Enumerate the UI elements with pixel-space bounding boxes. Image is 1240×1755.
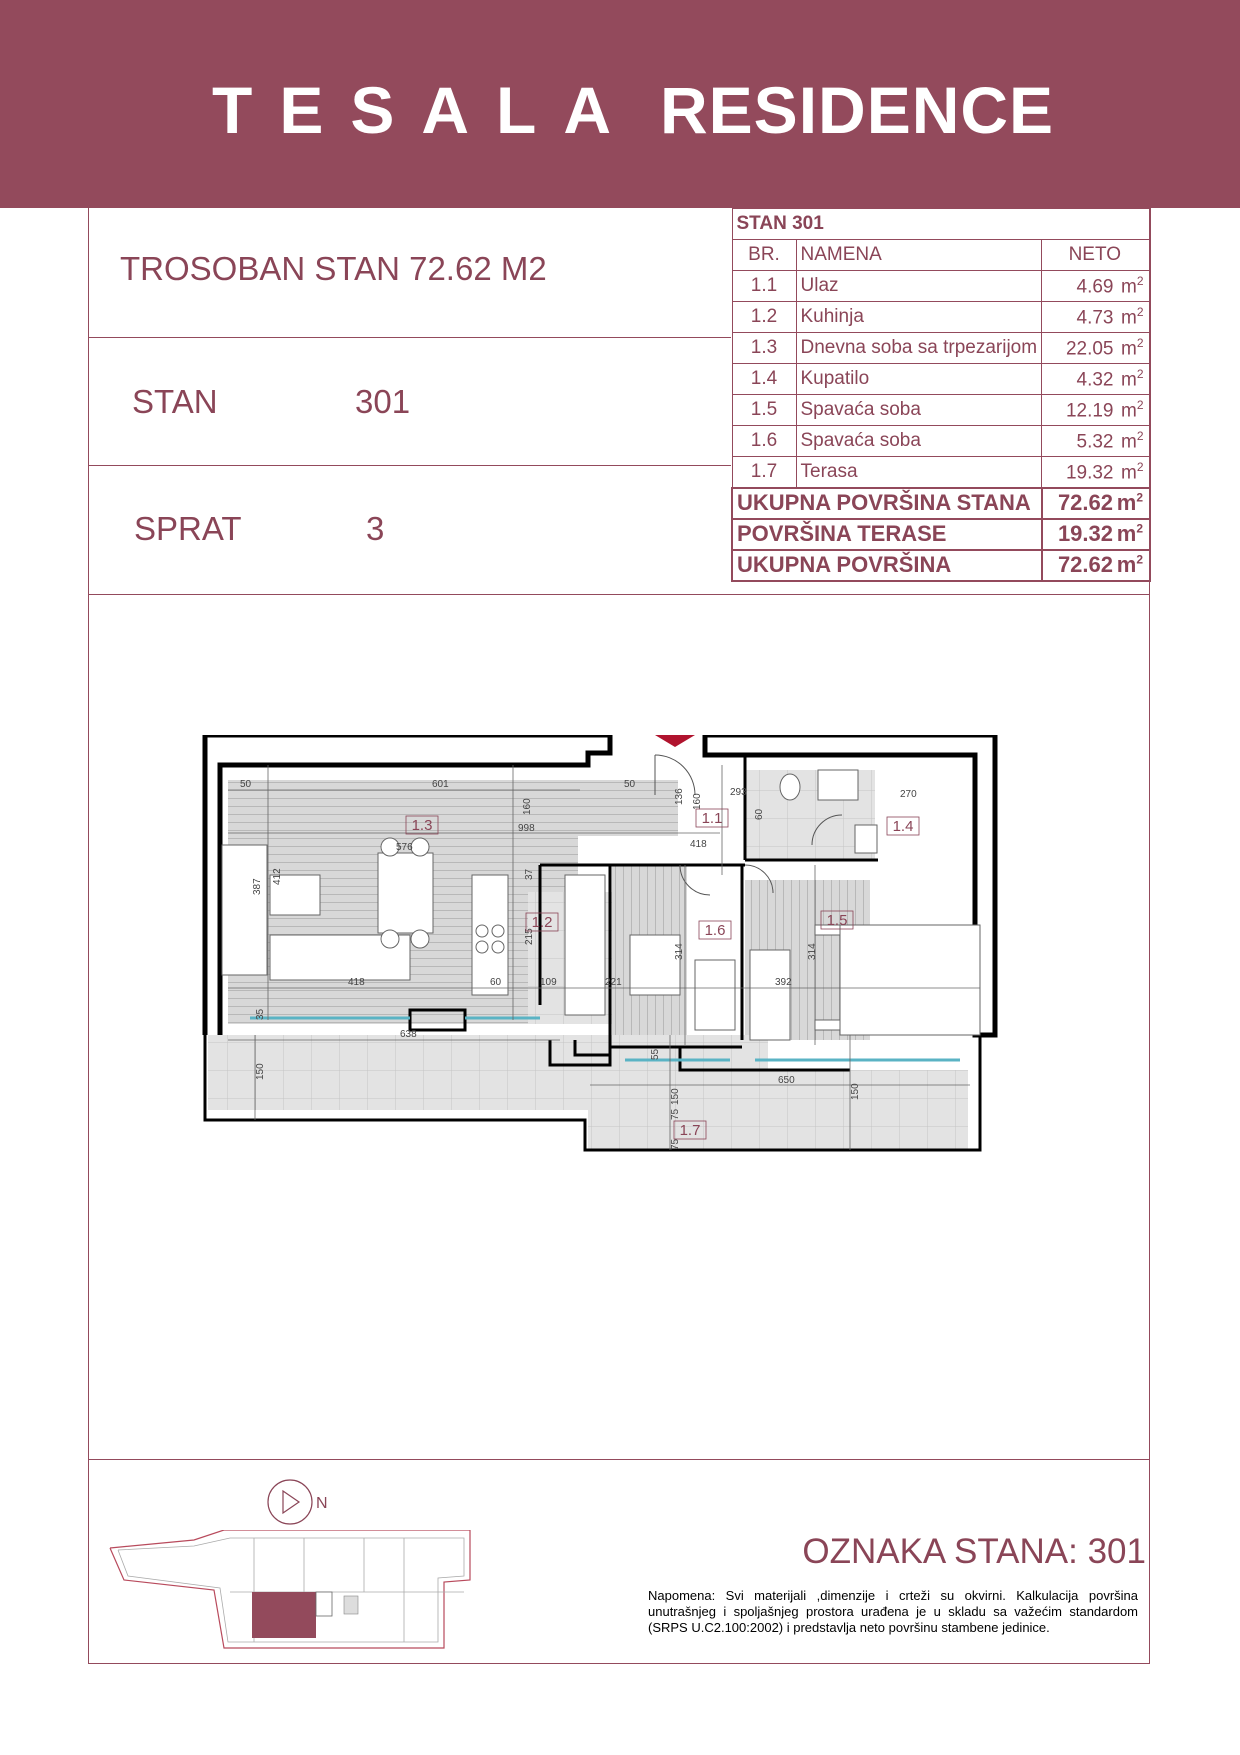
dimension-label: 75 bbox=[670, 1108, 681, 1120]
apartment-code: OZNAKA STANA: 301 bbox=[802, 1532, 1146, 1571]
room-number: 1.6 bbox=[732, 426, 796, 457]
unit-label: $m^2$ bbox=[1120, 273, 1144, 298]
apartment-title: TROSOBAN STAN 72.62 M2 bbox=[120, 250, 547, 287]
dimension-label: 412 bbox=[272, 868, 283, 885]
unit-label: $m^2$ bbox=[1120, 304, 1144, 329]
room-number: 1.4 bbox=[732, 364, 796, 395]
total-value: 72.62 $m^2$ bbox=[1042, 550, 1150, 581]
divider bbox=[88, 1459, 1150, 1460]
room-name: Terasa bbox=[796, 457, 1042, 488]
dimension-label: 293 bbox=[730, 787, 747, 798]
sprat-value: 3 bbox=[366, 510, 385, 547]
room-label: 1.4 bbox=[892, 818, 914, 835]
header-no: BR. bbox=[732, 240, 796, 271]
unit-label: $m^2$ bbox=[1116, 552, 1143, 577]
stan-value: 301 bbox=[355, 383, 411, 420]
divider bbox=[88, 337, 731, 338]
total-value: 72.62 $m^2$ bbox=[1042, 488, 1150, 519]
unit-label: $m^2$ bbox=[1120, 459, 1144, 483]
disclaimer-note: Napomena: Svi materijali ,dimenzije i crteži su okvirni. Kalkulacija površina unutrašnjeg i spoljašnjeg prostora urađena je u skladu sa važećim standardom (SRPS U.C2.100:2002) i predstavlja neto površinu stambene jedinice. bbox=[648, 1588, 1138, 1635]
room-number: 1.5 bbox=[732, 395, 796, 426]
area-table bbox=[731, 208, 1151, 582]
dimension-label: 60 bbox=[490, 977, 502, 988]
dimension-label: 418 bbox=[690, 839, 707, 850]
unit-label: $m^2$ bbox=[1120, 428, 1144, 453]
floor-plan bbox=[200, 735, 1000, 1170]
room-number: 1.1 bbox=[732, 271, 796, 302]
room-name: Spavaća soba bbox=[796, 395, 1042, 426]
room-label: 1.2 bbox=[531, 914, 553, 931]
divider bbox=[88, 465, 731, 466]
room-area: 4.32 $m^2$ bbox=[1042, 364, 1150, 395]
unit-label: $m^2$ bbox=[1116, 490, 1143, 515]
total-row bbox=[732, 488, 1150, 519]
dimension-label: 60 bbox=[754, 808, 765, 820]
dimension-label: 150 bbox=[255, 1063, 266, 1080]
apartment-highlight bbox=[252, 1592, 316, 1638]
dimension-label: 136 bbox=[674, 788, 685, 805]
table-row bbox=[732, 364, 1150, 395]
header-banner bbox=[0, 0, 1240, 208]
dimension-label: 601 bbox=[432, 779, 449, 790]
dimension-label: 576 bbox=[396, 842, 413, 853]
dimension-label: 35 bbox=[255, 1008, 266, 1020]
room-name: Ulaz bbox=[796, 271, 1042, 302]
total-row bbox=[732, 519, 1150, 550]
total-value: 19.32 $m^2$ bbox=[1042, 519, 1150, 550]
room-area: 5.32 $m^2$ bbox=[1042, 426, 1150, 457]
stan-label: STAN bbox=[132, 383, 218, 420]
dimension-label: 638 bbox=[400, 1029, 417, 1040]
room-label: 1.1 bbox=[701, 810, 723, 827]
dimension-label: 160 bbox=[522, 798, 533, 815]
total-label: UKUPNA POVRŠINA bbox=[732, 550, 1042, 581]
table-row bbox=[732, 302, 1150, 333]
room-number: 1.7 bbox=[732, 457, 796, 488]
dimension-label: 109 bbox=[540, 977, 557, 988]
dimension-label: 387 bbox=[252, 878, 263, 895]
room-area: 22.05 $m^2$ bbox=[1042, 333, 1150, 364]
dimension-label: 998 bbox=[518, 823, 535, 834]
north-compass bbox=[266, 1478, 336, 1526]
dimension-label: 55 bbox=[650, 1048, 661, 1060]
room-area: 4.73 $m^2$ bbox=[1042, 302, 1150, 333]
dimension-label: 314 bbox=[674, 943, 685, 960]
dimension-label: 314 bbox=[807, 943, 818, 960]
dimension-label: 150 bbox=[850, 1083, 861, 1100]
table-row bbox=[732, 333, 1150, 364]
total-label: UKUPNA POVRŠINA STANA bbox=[732, 488, 1042, 519]
header-name: NAMENA bbox=[796, 240, 1042, 271]
divider bbox=[88, 594, 1150, 595]
dimension-label: 392 bbox=[775, 977, 792, 988]
dimension-label: 150 bbox=[670, 1088, 681, 1105]
total-row bbox=[732, 550, 1150, 581]
dimension-label: 418 bbox=[348, 977, 365, 988]
room-number: 1.2 bbox=[732, 302, 796, 333]
building-key-plan bbox=[104, 1530, 484, 1652]
dimension-label: 270 bbox=[900, 789, 917, 800]
table-row bbox=[732, 426, 1150, 457]
room-label: 1.3 bbox=[411, 817, 433, 834]
room-area: 4.69 $m^2$ bbox=[1042, 271, 1150, 302]
unit-label: $m^2$ bbox=[1120, 335, 1144, 360]
dimension-label: 215 bbox=[524, 928, 535, 945]
table-caption: STAN 301 bbox=[732, 209, 1150, 240]
dimension-label: 50 bbox=[624, 779, 636, 790]
unit-label: $m^2$ bbox=[1120, 397, 1144, 422]
total-label: POVRŠINA TERASE bbox=[732, 519, 1042, 550]
dimension-label: 221 bbox=[605, 977, 622, 988]
dimension-label: 37 bbox=[524, 868, 535, 880]
header-net: NETO bbox=[1042, 240, 1150, 271]
room-name: Kuhinja bbox=[796, 302, 1042, 333]
room-area: 19.32 $m^2$ bbox=[1042, 457, 1150, 488]
brand-suffix: RESIDENCE bbox=[660, 73, 1055, 147]
dimension-label: 160 bbox=[692, 793, 703, 810]
entrance-marker-icon bbox=[655, 735, 695, 747]
room-number: 1.3 bbox=[732, 333, 796, 364]
room-name: Kupatilo bbox=[796, 364, 1042, 395]
brand-name: TESALA bbox=[212, 73, 638, 147]
room-name: Spavaća soba bbox=[796, 426, 1042, 457]
room-name: Dnevna soba sa trpezarijom bbox=[796, 333, 1042, 364]
unit-label: $m^2$ bbox=[1120, 366, 1144, 391]
dimension-label: 75 bbox=[670, 1138, 681, 1150]
room-area: 12.19 $m^2$ bbox=[1042, 395, 1150, 426]
table-row bbox=[732, 395, 1150, 426]
room-label: 1.7 bbox=[679, 1122, 701, 1139]
room-label: 1.5 bbox=[826, 912, 848, 929]
table-row bbox=[732, 271, 1150, 302]
unit-label: $m^2$ bbox=[1116, 521, 1143, 546]
north-arrow-icon bbox=[283, 1491, 299, 1513]
room-label: 1.6 bbox=[704, 922, 726, 939]
sprat-label: SPRAT bbox=[134, 510, 242, 547]
north-label: N bbox=[316, 1495, 328, 1512]
dimension-label: 650 bbox=[778, 1075, 795, 1086]
table-row bbox=[732, 457, 1150, 488]
dimension-label: 50 bbox=[240, 779, 252, 790]
